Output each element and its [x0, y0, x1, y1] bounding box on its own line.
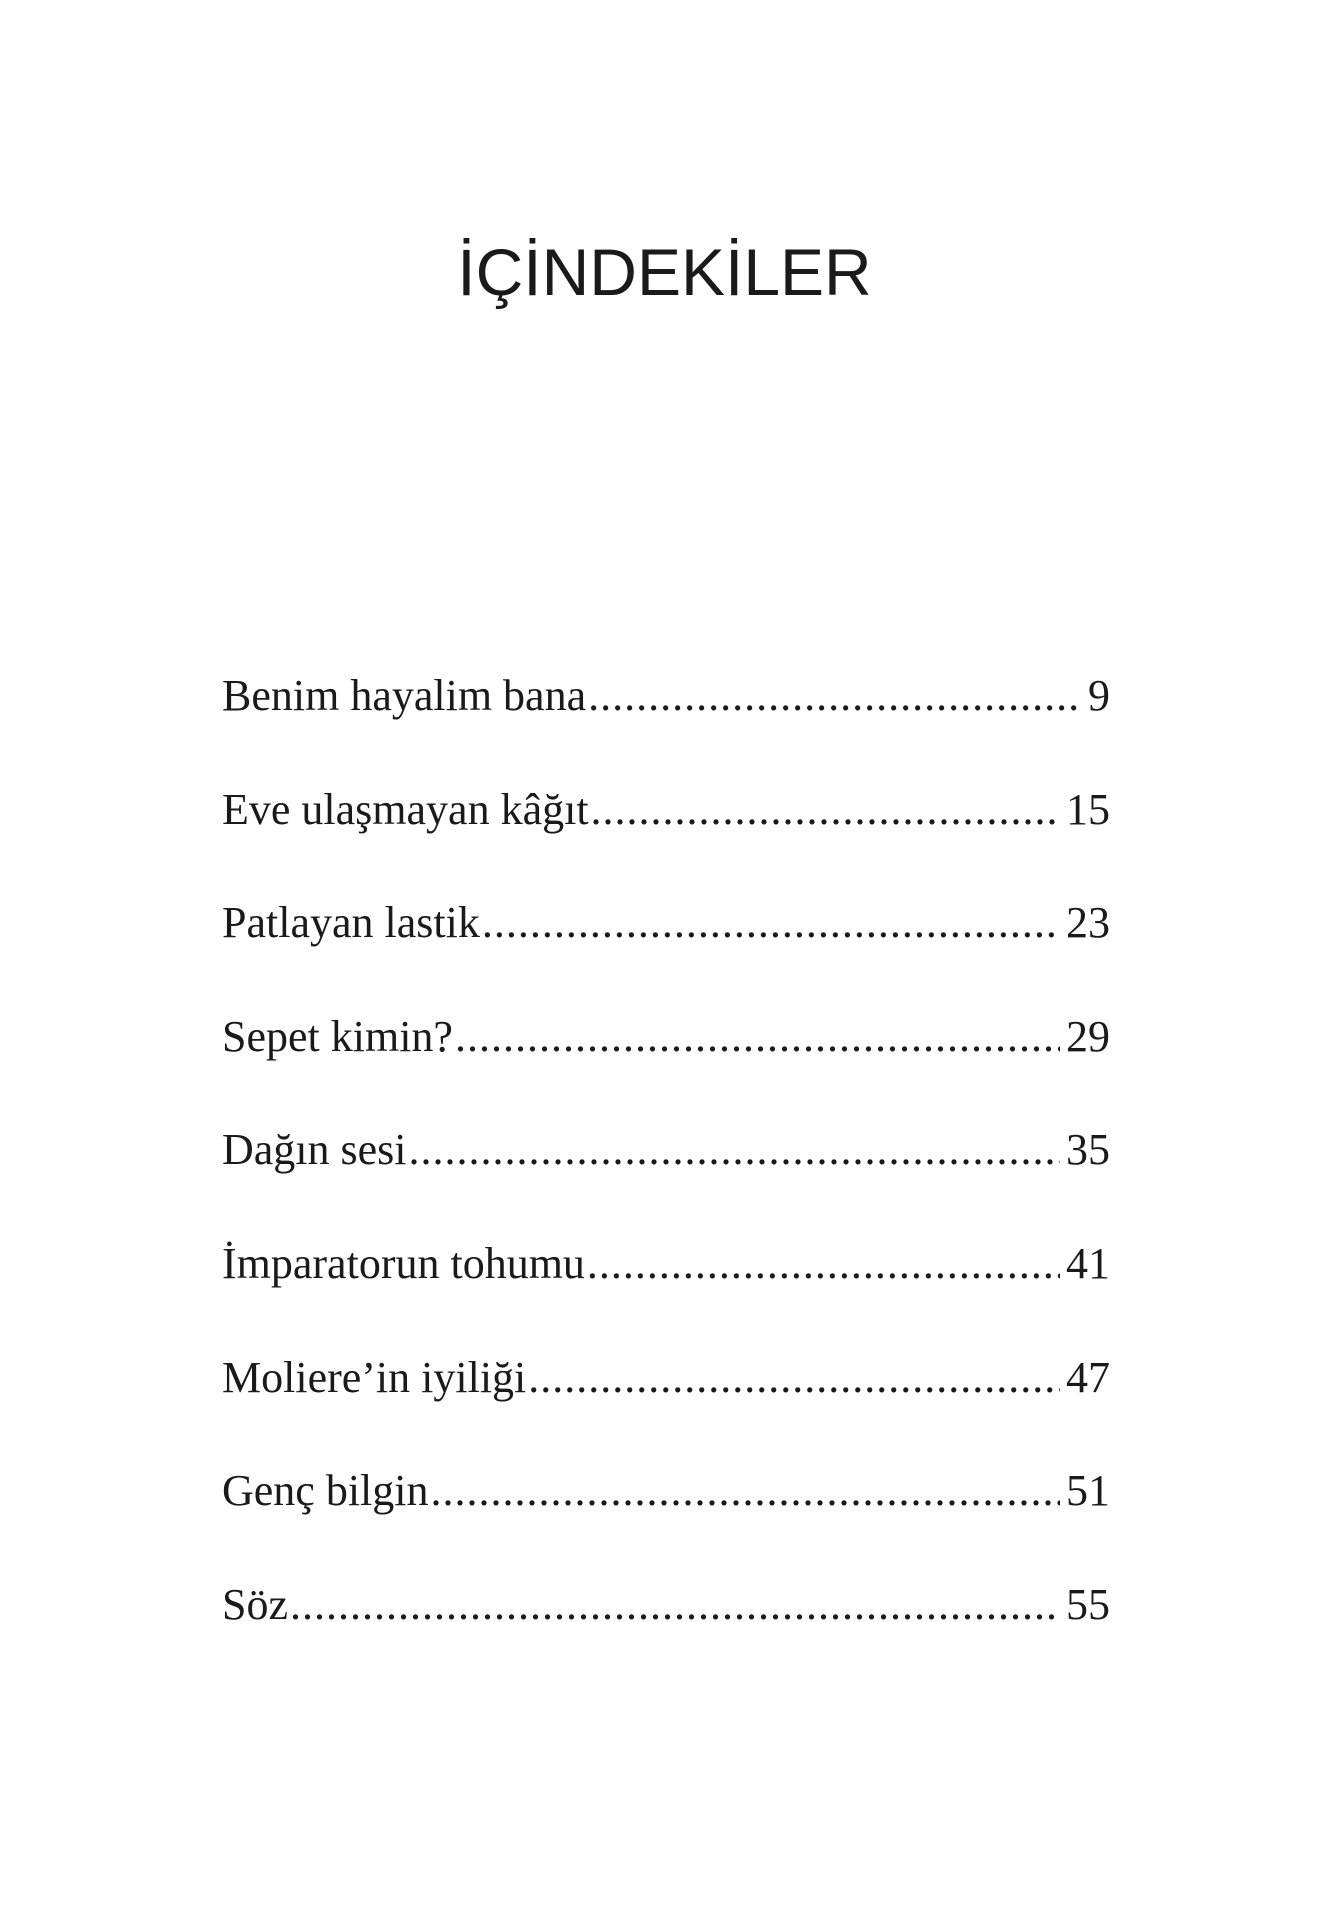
- toc-entry-page: 29: [1066, 1011, 1110, 1061]
- toc-entry-label: Patlayan lastik: [222, 898, 480, 948]
- toc-entry-label: Benim hayalim bana: [222, 671, 587, 720]
- toc-entry: [222, 784, 1110, 898]
- toc-entry-page: 23: [1066, 898, 1110, 948]
- toc-entry-label: Genç bilgin: [222, 1466, 429, 1516]
- toc-entry-label: Sepet kimin?: [222, 1011, 453, 1061]
- toc-entry-label: Dağın sesi: [222, 1125, 407, 1175]
- toc-entry: [222, 1124, 1110, 1238]
- toc-entry: [222, 1011, 1110, 1125]
- toc-entry-page: 51: [1066, 1466, 1110, 1516]
- toc-entry-label: Moliere’in iyiliği: [222, 1352, 527, 1402]
- dot-leader: [588, 670, 1082, 721]
- toc-entry-label: İmparatorun tohumu: [222, 1238, 585, 1288]
- toc-entry-page: 9: [1088, 671, 1110, 720]
- dot-leader: [409, 1124, 1060, 1175]
- dot-leader: [431, 1465, 1060, 1516]
- dot-leader: [482, 897, 1060, 948]
- toc-entry: [222, 1238, 1110, 1352]
- table-of-contents: [222, 670, 1110, 1692]
- toc-entry-page: 41: [1066, 1238, 1110, 1288]
- dot-leader: [591, 784, 1060, 835]
- toc-entry-page: 15: [1066, 784, 1110, 834]
- dot-leader: [528, 1352, 1060, 1403]
- dot-leader: [455, 1011, 1060, 1062]
- toc-entry: [222, 897, 1110, 1011]
- toc-entry-page: 47: [1066, 1352, 1110, 1402]
- toc-entry-page: 55: [1066, 1579, 1110, 1629]
- toc-entry-page: 35: [1066, 1125, 1110, 1175]
- toc-entry: [222, 1579, 1110, 1693]
- dot-leader: [290, 1579, 1060, 1630]
- toc-entry: [222, 1465, 1110, 1579]
- dot-leader: [587, 1238, 1060, 1289]
- page-title: İÇİNDEKİLER: [457, 235, 872, 309]
- toc-entry: [222, 670, 1110, 784]
- toc-entry-label: Eve ulaşmayan kâğıt: [222, 784, 589, 834]
- toc-entry: [222, 1352, 1110, 1466]
- toc-entry-label: Söz: [222, 1579, 288, 1629]
